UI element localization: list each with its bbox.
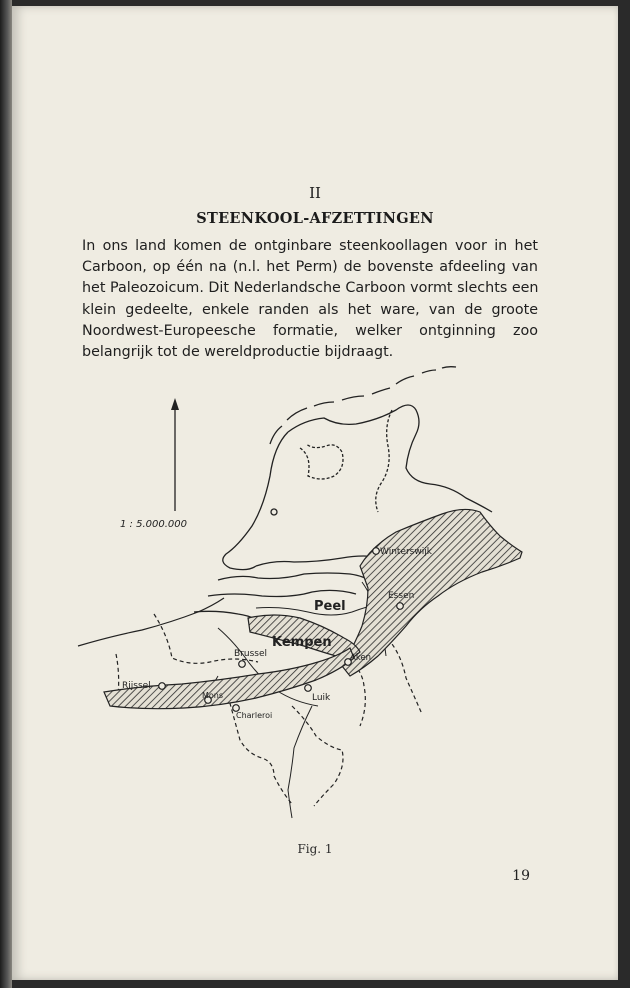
chapter-title: STEENKOOL-AFZETTINGEN [196,210,434,227]
label-charleroi: Charleroi [236,711,273,720]
label-mons: Mons [202,691,224,700]
paragraph-line: In ons land komen de ontginbare steenkoollagen voor in het [82,238,538,254]
paragraph-line: belangrijk tot de wereldproductie bijdraagt. [82,344,394,361]
label-rijssel: Rijssel [122,681,151,691]
coal-field-east [342,509,522,676]
label-kempen: Kempen [272,635,332,650]
paragraph-line: het Paleozoicum. Dit Nederlandsche Carboon vormt slechts een [82,280,539,297]
label-luik: Luik [312,693,331,703]
label-essen: Essen [388,591,415,601]
north-arrow [171,398,179,511]
wadden-islands [270,367,456,444]
map-scale: 1 : 5.000.000 [120,519,187,530]
label-brussel: Brussel [234,649,267,659]
paragraph-line: Noordwest-Europeesche formatie, welker ontginning zoo [82,322,538,339]
page-number: 19 [512,868,530,884]
chapter-number: II [309,184,321,202]
figure-caption: Fig. 1 [297,842,333,856]
label-peel: Peel [314,599,346,614]
paragraph-line: Carboon, op één na (n.l. het Perm) de bovenste afdeeling van [82,259,538,276]
paragraph-line: klein gedeelte, enkele randen als het ware, van de groote [82,301,538,318]
label-aken: Aken [350,653,372,663]
book-spine-shadow [0,0,12,988]
book-page [12,6,618,980]
label-winterswijk: Winterswijk [380,547,432,557]
coal-deposits-map [12,6,618,980]
